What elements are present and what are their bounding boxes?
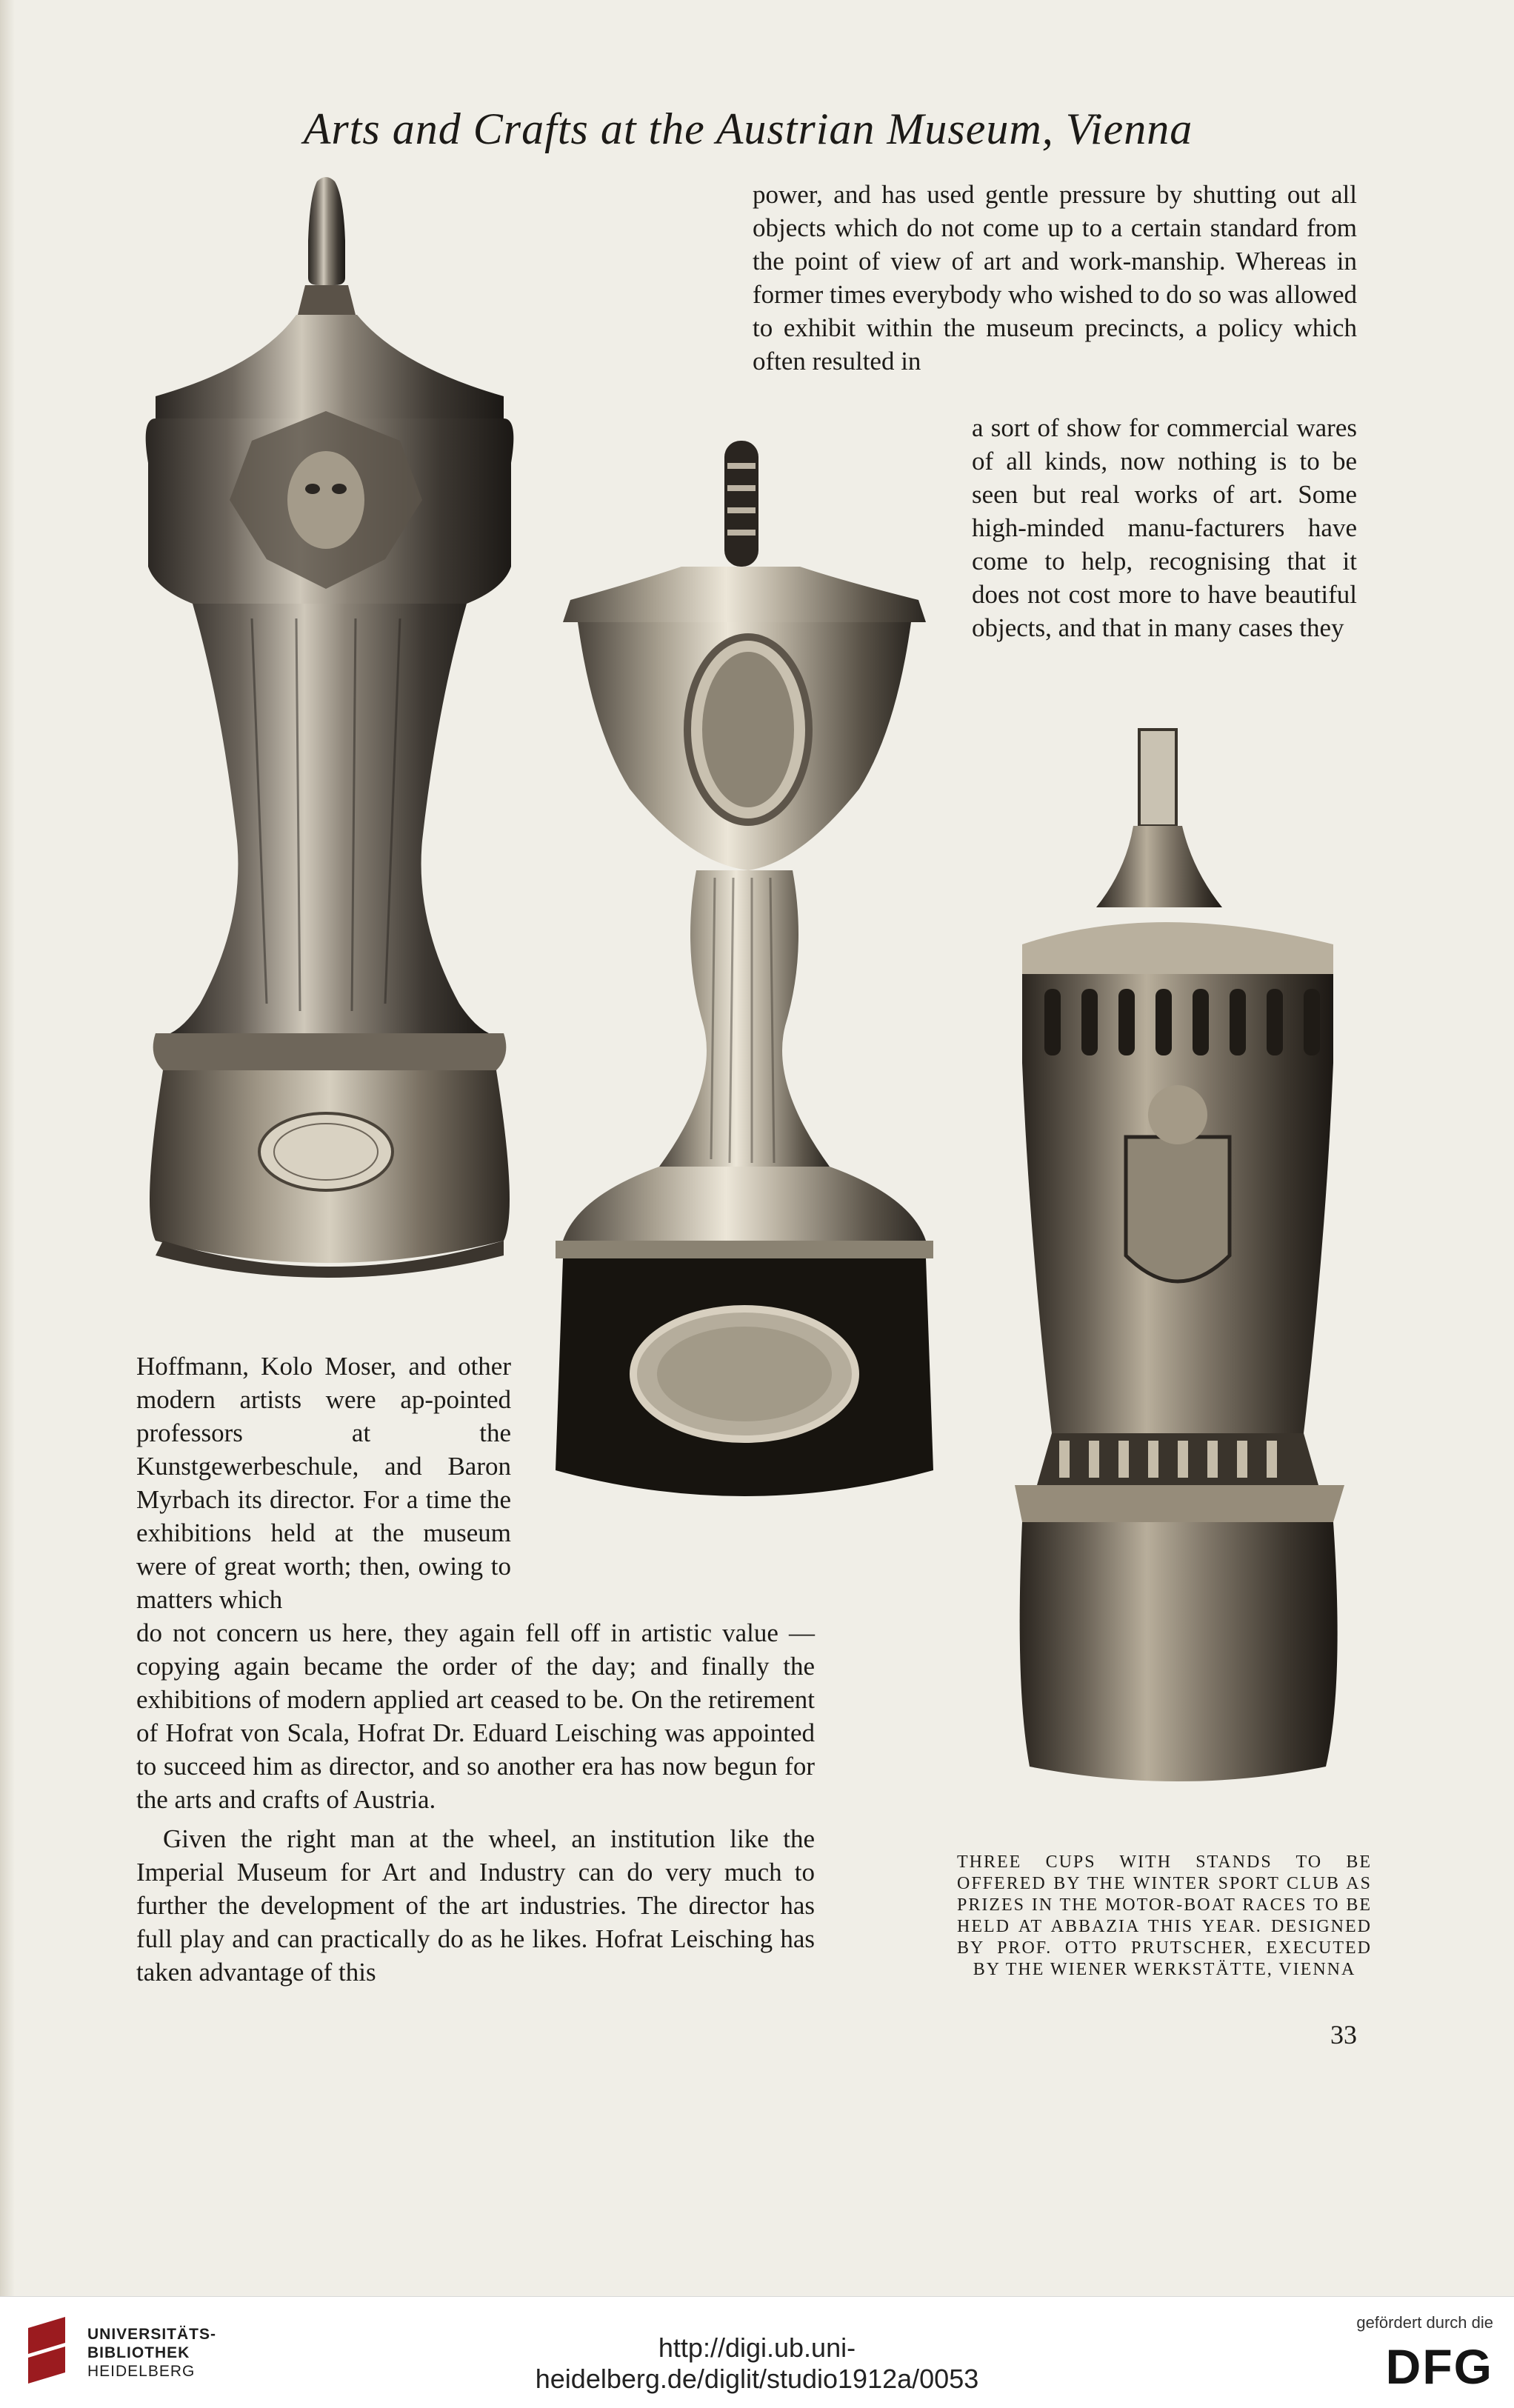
digitization-footer bbox=[0, 2296, 1514, 2408]
dfg-logo: DFG bbox=[1385, 2339, 1493, 2394]
page-number: 33 bbox=[1330, 2020, 1357, 2050]
paragraph: do not concern us here, they again fell off in artistic value —copying again became the order of the day; and finally the exhibitions of modern applied art ceased to be. On the retirement of Hofrat von Scala, Hofrat Dr. Eduard Leisching was appointed to succeed him as director, and so another era has now begun for the arts and crafts of Austria. bbox=[136, 1618, 815, 1814]
figure-caption: THREE CUPS WITH STANDS TO BE OFFERED BY THE WINTER SPORT CLUB AS PRIZES IN THE MOTOR-BOAT RACES TO BE HELD AT ABBAZIA THIS YEAR. DESIGNED BY PROF. OTTO PRUTSCHER, EXECUTED BY THE WIENER WERKSTÄTTE, VIENNA bbox=[957, 1852, 1372, 1979]
page-gutter bbox=[0, 0, 15, 2296]
paragraph: Hoffmann, Kolo Moser, and other modern artists were ap-pointed professors at the Kunstgewerbeschule, and Baron Myrbach its director. For a time the exhibitions held at the museum were of great worth; then, owing to matters which bbox=[136, 1352, 511, 1614]
paragraph: a sort of show for commercial wares of all kinds, now nothing is to be seen but real works of art. Some high-minded manu-facturers have come to help, recognising that it does not cost more to have beautiful objects, and that in many cases they bbox=[972, 413, 1357, 642]
library-line-1: UNIVERSITÄTS- bbox=[87, 2326, 217, 2343]
body-text-top-right-narrow bbox=[972, 411, 1357, 644]
body-text-top-right bbox=[753, 178, 1357, 378]
cup-right-photo bbox=[1007, 722, 1355, 1811]
paragraph: Given the right man at the wheel, an institution like the Imperial Museum for Art and Industry can do very much to further the development of the art industries. The director has full play and can practically do as he likes. Hofrat Leisching has taken advantage of this bbox=[136, 1824, 815, 1987]
cup-left-photo bbox=[141, 174, 518, 1293]
cup-middle-finial bbox=[724, 441, 758, 567]
funding-note: gefördert durch die bbox=[1356, 2313, 1493, 2332]
heidelberg-library-logo-icon bbox=[21, 2313, 80, 2395]
source-url-link[interactable]: http://digi.ub.uni-heidelberg.de/diglit/studio1912a/0053 bbox=[535, 2332, 979, 2394]
library-line-2: BIBLIOTHEK bbox=[87, 2344, 190, 2361]
library-line-3: HEIDELBERG bbox=[87, 2363, 196, 2380]
paragraph: power, and has used gentle pressure by shutting out all objects which do not come up to a certain standard from the point of view of art and work-manship. Whereas in former times everybody who wished to do so was allowed to exhibit within the museum precincts, a policy which often resulted in bbox=[753, 180, 1357, 376]
cup-right-neck bbox=[1139, 730, 1176, 826]
body-text-bottom-left bbox=[136, 1616, 815, 1989]
running-title: Arts and Crafts at the Austrian Museum, Vienna bbox=[303, 104, 1193, 153]
body-text-left-narrow bbox=[136, 1350, 511, 1616]
cup-middle-photo bbox=[548, 433, 941, 1522]
library-name bbox=[87, 2325, 216, 2381]
cup-left-finial bbox=[308, 177, 345, 285]
